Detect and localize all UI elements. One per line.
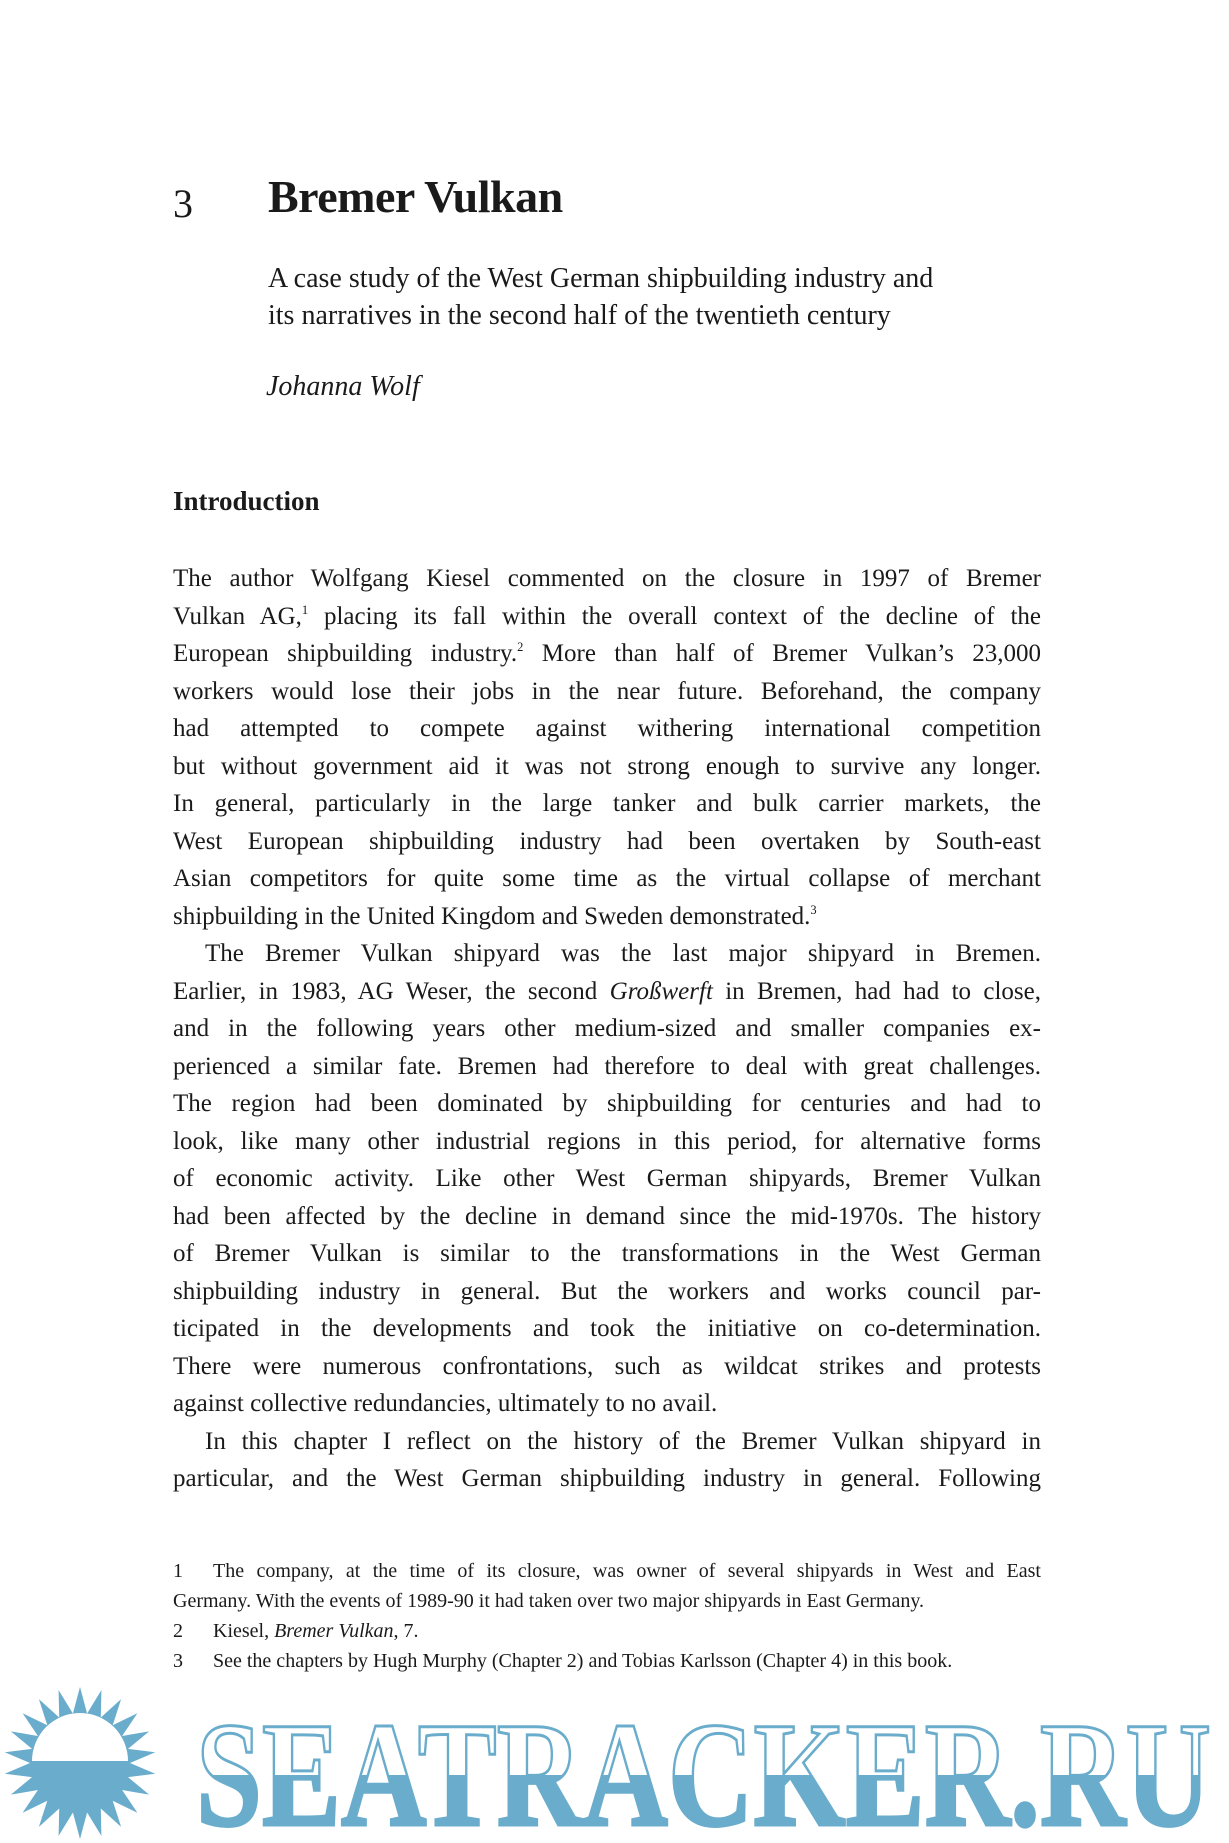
body-line (173, 860, 1041, 898)
body-text (173, 560, 1041, 1498)
footnote-1-continued: Germany. With the events of 1989-90 it had taken over two major shipyards in East Germany. (173, 1590, 925, 1612)
body-line (173, 935, 1041, 973)
body-line (173, 635, 1041, 673)
section-heading: Introduction (173, 486, 320, 516)
text-run: The Bremer Vulkan shipyard was the last major shipyard in Bremen. (205, 940, 1041, 967)
body-line (173, 673, 1041, 711)
text-run: in Bremen, had had to close, (712, 977, 1041, 1005)
text-run: European shipbuilding industry. (173, 640, 518, 667)
body-line (173, 973, 1041, 1011)
body-line (173, 898, 1041, 936)
chapter-title: Bremer Vulkan (268, 171, 563, 222)
body-line (173, 598, 1041, 636)
footnotes (173, 1556, 1041, 1676)
text-run: ticipated in the developments and took the initiative on co-determination. (173, 1315, 1041, 1342)
chapter-author: Johanna Wolf (266, 371, 420, 402)
subtitle-line: its narratives in the second half of the twentieth century (268, 300, 891, 331)
footnote-3 (173, 1646, 1041, 1676)
body-line (173, 1160, 1041, 1198)
body-line (173, 710, 1041, 748)
text-run: Kiesel, (213, 1620, 275, 1642)
seatracker-watermark (0, 1685, 1229, 1843)
text-run: shipbuilding industry in general. But the workers and works council par- (173, 1277, 1041, 1305)
text-run: More than half of Bremer Vulkan’s 23,000 (523, 640, 1041, 667)
body-line (173, 785, 1041, 823)
body-line (173, 1310, 1041, 1348)
body-line (173, 1085, 1041, 1123)
text-run: Earlier, in 1983, AG Weser, the second (173, 977, 610, 1005)
footnote-number: 1 (173, 1560, 183, 1582)
body-line (173, 1273, 1041, 1311)
text-run: had been affected by the decline in demand since the mid-1970s. The history (173, 1202, 1041, 1230)
text-run: See the chapters by Hugh Murphy (Chapter 2) and Tobias Karlsson (Chapter 4) in this book. (213, 1650, 953, 1672)
italic-text: Bremer Vulkan (274, 1620, 394, 1642)
text-run: had attempted to compete against withering international competition (173, 715, 1041, 742)
body-line (173, 1123, 1041, 1161)
text-run: Asian competitors for quite some time as the virtual collapse of merchant (173, 865, 1041, 892)
text-run: West European shipbuilding industry had been overtaken by South-east (173, 827, 1041, 855)
body-line (173, 1235, 1041, 1273)
body-line (173, 1423, 1041, 1461)
text-run: In this chapter I reflect on the history of the Bremer Vulkan shipyard in (205, 1427, 1041, 1455)
text-run: There were numerous confrontations, such as wildcat strikes and protests (173, 1352, 1041, 1380)
footnote-1 (173, 1556, 1041, 1586)
chapter-subtitle (268, 260, 1068, 334)
text-run: Vulkan AG, (173, 602, 302, 630)
sun-rays (5, 1687, 155, 1839)
text-run: The region had been dominated by shipbuilding for centuries and had to (173, 1090, 1041, 1117)
text-run: In general, particularly in the large tanker and bulk carrier markets, the (173, 790, 1041, 817)
footnote-number: 3 (173, 1650, 183, 1672)
body-line (173, 1348, 1041, 1386)
body-line (173, 1010, 1041, 1048)
text-run: The author Wolfgang Kiesel commented on the closure in 1997 of Bremer (173, 565, 1041, 592)
text-run: but without government aid it was not strong enough to survive any longer. (173, 752, 1041, 780)
body-line (173, 823, 1041, 861)
text-run: , 7. (393, 1620, 419, 1642)
body-line (173, 560, 1041, 598)
text-run: look, like many other industrial regions in this period, for alternative forms (173, 1127, 1041, 1155)
body-line (173, 1048, 1041, 1086)
text-run: workers would lose their jobs in the near future. Beforehand, the company (173, 677, 1041, 705)
body-line (173, 1198, 1041, 1236)
footnote-reference: 3 (810, 902, 817, 917)
text-run: perienced a similar fate. Bremen had therefore to deal with great challenges. (173, 1052, 1041, 1080)
watermark-text: SEATRACKER.RU (196, 1692, 1211, 1843)
subtitle-line: A case study of the West German shipbuilding industry and (268, 263, 934, 294)
footnote-reference: 2 (517, 640, 524, 654)
body-line (173, 748, 1041, 786)
text-run: placing its fall within the overall context of the decline of the (308, 602, 1041, 630)
italic-text: Großwerft (609, 977, 713, 1005)
text-run: particular, and the West German shipbuilding industry in general. Following (173, 1465, 1041, 1492)
body-line (173, 1385, 1041, 1423)
footnote-text: The company, at the time of its closure, was owner of several shipyards in West and East (213, 1560, 1041, 1582)
text-run: of economic activity. Like other West German shipyards, Bremer Vulkan (173, 1165, 1041, 1192)
body-line (173, 1460, 1041, 1498)
sun-icon (5, 1687, 155, 1839)
text-run: of Bremer Vulkan is similar to the transformations in the West German (173, 1240, 1041, 1267)
footnote-number: 2 (173, 1620, 183, 1642)
text-run: shipbuilding in the United Kingdom and Sweden demonstrated. (173, 902, 811, 930)
footnote-reference: 1 (301, 602, 309, 617)
footnote-2 (173, 1616, 1041, 1646)
text-run: against collective redundancies, ultimately to no avail. (173, 1390, 718, 1417)
chapter-number: 3 (173, 181, 193, 226)
text-run: and in the following years other medium-sized and smaller companies ex- (173, 1015, 1041, 1042)
